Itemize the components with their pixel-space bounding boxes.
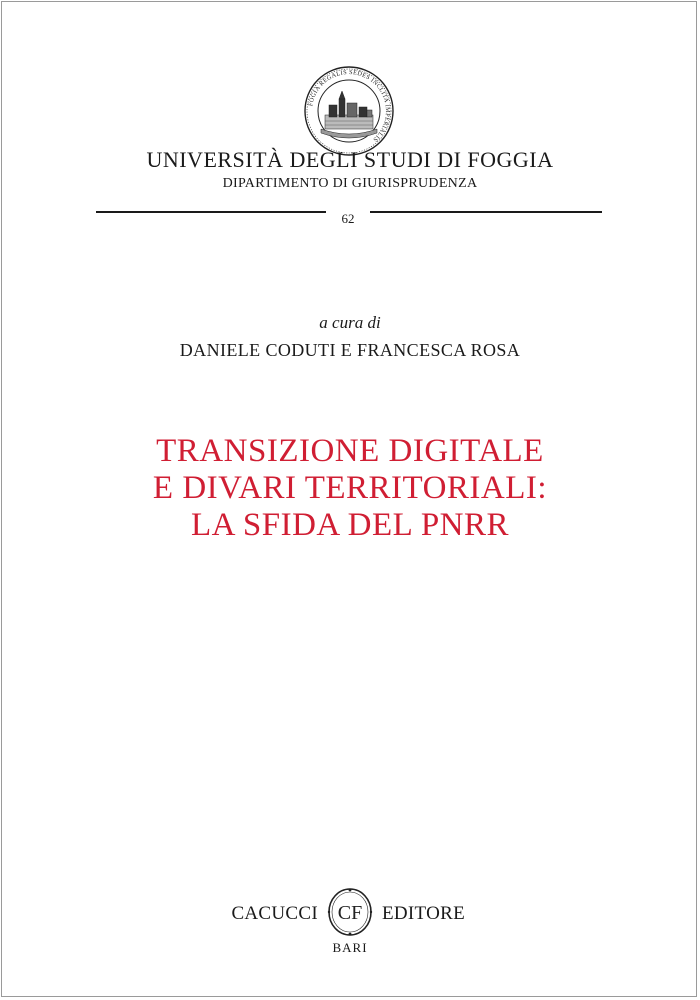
publisher-name-right: EDITORE <box>382 903 466 924</box>
university-name: UNIVERSITÀ DEGLI STUDI DI FOGGIA <box>146 147 554 172</box>
university-seal-icon <box>303 65 395 157</box>
book-title-line-1: TRANSIZIONE DIGITALE <box>156 433 544 469</box>
header-rule-right <box>370 211 602 213</box>
publisher-name-left: CACUCCI <box>231 903 318 924</box>
book-title <box>0 433 700 544</box>
header-rule-left <box>96 211 326 213</box>
editor-intro: a cura di <box>319 313 381 332</box>
book-title-line-2: E DIVARI TERRITORIALI: <box>152 470 548 506</box>
publisher-logo-icon <box>326 887 374 937</box>
svg-text:CF: CF <box>337 902 363 924</box>
series-number: 62 <box>341 211 355 226</box>
svg-text:FOGIA REGALIS SEDES INCLITA IM: FOGIA REGALIS SEDES INCLITA IMPERIALIS <box>307 68 392 144</box>
book-title-line-3: LA SFIDA DEL PNRR <box>190 507 510 543</box>
department-name: DIPARTIMENTO DI GIURISPRUDENZA <box>222 176 478 191</box>
publisher-city: BARI <box>332 940 368 955</box>
editor-names: DANIELE CODUTI E FRANCESCA ROSA <box>179 340 521 360</box>
